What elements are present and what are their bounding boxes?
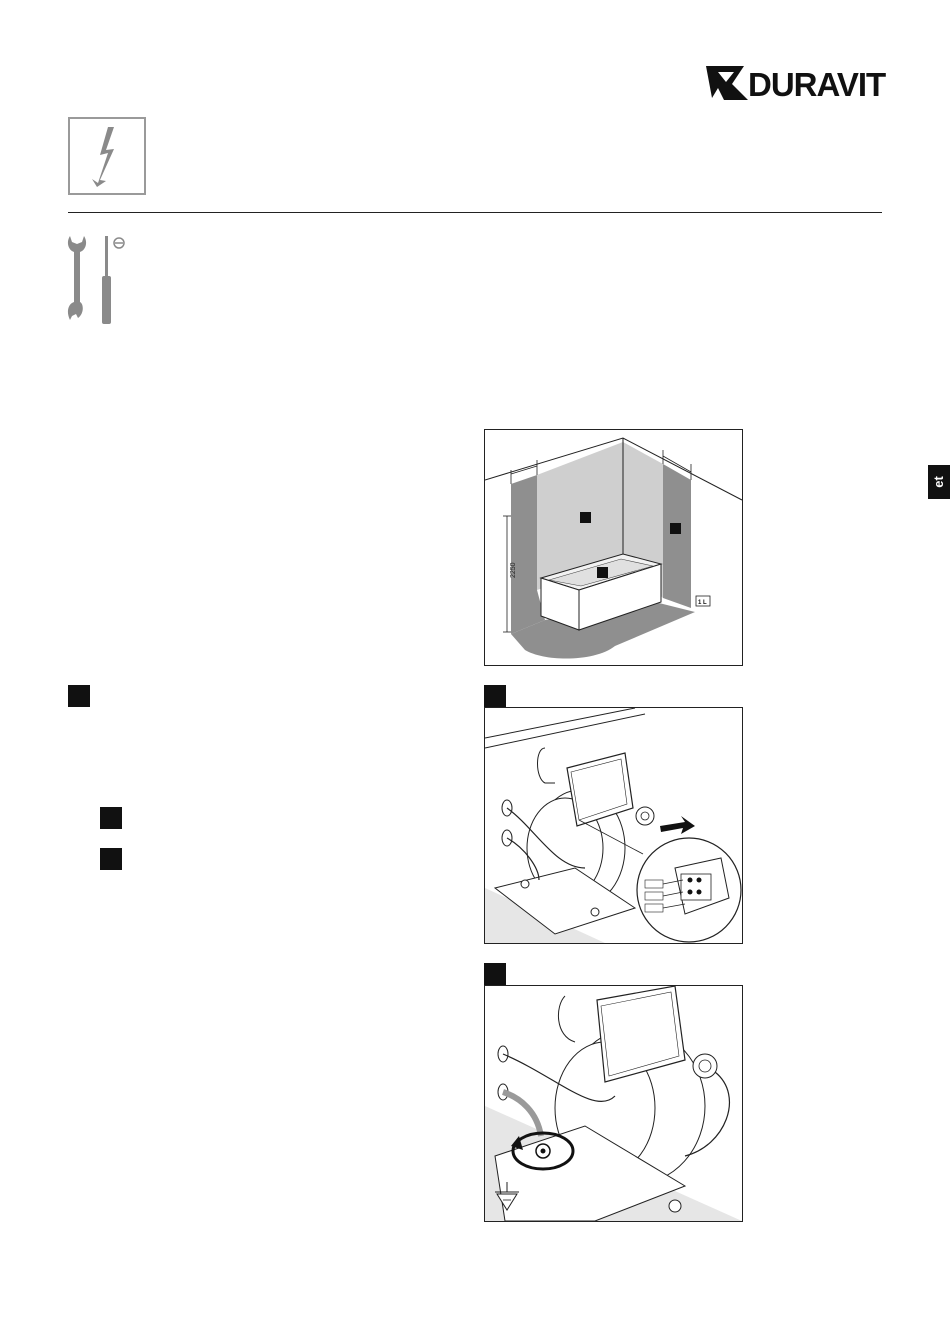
electrical-warning-icon — [68, 117, 146, 195]
header-divider — [68, 212, 882, 213]
pump-wiring-figure — [484, 707, 743, 944]
sub-step-marker — [100, 807, 122, 829]
duravit-logo — [704, 62, 890, 104]
sub-step-marker — [100, 848, 122, 870]
zone-marker — [597, 567, 608, 578]
brand-text: DURAVIT — [748, 66, 886, 103]
pump-grounding-figure — [484, 985, 743, 1222]
bathroom-zones-figure — [484, 429, 743, 666]
socket-label: 1 L — [698, 600, 707, 606]
step-marker — [68, 685, 90, 707]
zone-marker — [670, 523, 681, 534]
figure-marker — [484, 963, 506, 985]
language-tab — [928, 465, 950, 499]
language-code: et — [931, 476, 946, 488]
zone-marker — [580, 512, 591, 523]
height-dimension-label: 2250 — [510, 562, 517, 578]
tools-icon — [64, 232, 130, 328]
figure-marker — [484, 685, 506, 707]
